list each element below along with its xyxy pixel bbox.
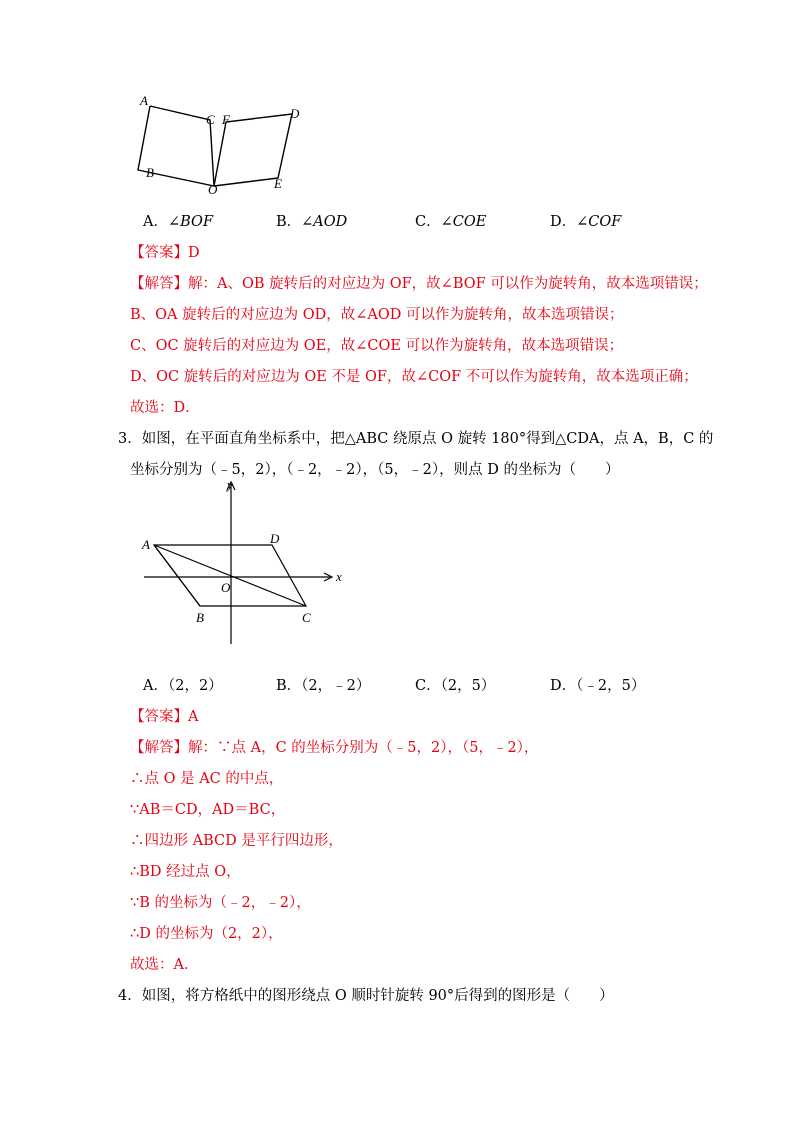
q3-option-c: C．（2，5） — [415, 678, 496, 694]
label-o: O — [208, 182, 218, 197]
label-x: x — [336, 569, 342, 584]
label-c: C — [206, 112, 215, 127]
label-c: C — [302, 610, 311, 625]
q3-analysis-line-3: ∵AB＝CD，AD＝BC， — [130, 802, 286, 818]
q3-stem-line-2: 坐标分别为（﹣5，2），（﹣2，﹣2），（5，﹣2），则点 D 的坐标为（ ） — [130, 462, 620, 478]
q3-analysis-line-1: 【解答】解：∵点 A，C 的坐标分别为（﹣5，2），（5，﹣2）， — [130, 740, 539, 756]
q2-option-a: A．∠BOF — [143, 214, 214, 230]
label-e: E — [274, 176, 282, 191]
q2-analysis-line-2: B、OA 旋转后的对应边为 OD，故∠AOD 可以作为旋转角，故本选项错误； — [130, 307, 624, 323]
q2-option-d: D．∠COF — [550, 214, 622, 230]
label-b: B — [146, 165, 154, 180]
q3-analysis-line-4: ∴四边形 ABCD 是平行四边形， — [130, 833, 343, 849]
q3-analysis-line-8: 故选：A． — [130, 957, 199, 973]
rotation-figure — [130, 90, 320, 200]
q3-answer: 【答案】A — [130, 709, 199, 725]
q2-analysis-line-5: 故选：D． — [130, 400, 200, 416]
coordinate-figure — [130, 478, 360, 648]
label-d: D — [270, 531, 280, 546]
q3-analysis-line-5: ∴BD 经过点 O， — [130, 864, 241, 880]
label-a: A — [142, 537, 150, 552]
q2-analysis-line-3: C、OC 旋转后的对应边为 OE，故∠COE 可以作为旋转角，故本选项错误； — [130, 338, 624, 354]
q3-option-d: D．（﹣2，5） — [550, 678, 646, 694]
q3-analysis-line-7: ∴D 的坐标为（2，2）， — [130, 926, 283, 942]
q2-answer: 【答案】D — [130, 245, 200, 261]
q2-analysis-line-1: 【解答】解：A、OB 旋转后的对应边为 OF，故∠BOF 可以作为旋转角，故本选项错误； — [130, 276, 708, 292]
label-a: A — [140, 93, 148, 108]
label-b: B — [196, 610, 204, 625]
label-o: O — [221, 580, 231, 595]
q3-stem-line-1: 3．如图，在平面直角坐标系中，把△ABC 绕原点 O 旋转 180°得到△CDA，点 A，B，C 的 — [118, 431, 714, 447]
q3-analysis-line-2: ∴点 O 是 AC 的中点， — [130, 771, 284, 787]
label-d: D — [290, 106, 300, 121]
label-y: y — [227, 478, 233, 492]
label-f: F — [222, 112, 230, 127]
q2-analysis-line-4: D、OC 旋转后的对应边为 OE 不是 OF，故∠COF 不可以作为旋转角，故本选项正确； — [130, 369, 698, 385]
q3-option-b: B．（2，﹣2） — [276, 678, 371, 694]
q3-analysis-line-6: ∵B 的坐标为（﹣2，﹣2）， — [130, 895, 311, 911]
q3-option-a: A．（2，2） — [143, 678, 223, 694]
q2-option-b: B．∠AOD — [276, 214, 348, 230]
q4-stem: 4．如图，将方格纸中的图形绕点 O 顺时针旋转 90°后得到的图形是（ ） — [118, 988, 614, 1004]
q2-option-c: C．∠COE — [415, 214, 487, 230]
